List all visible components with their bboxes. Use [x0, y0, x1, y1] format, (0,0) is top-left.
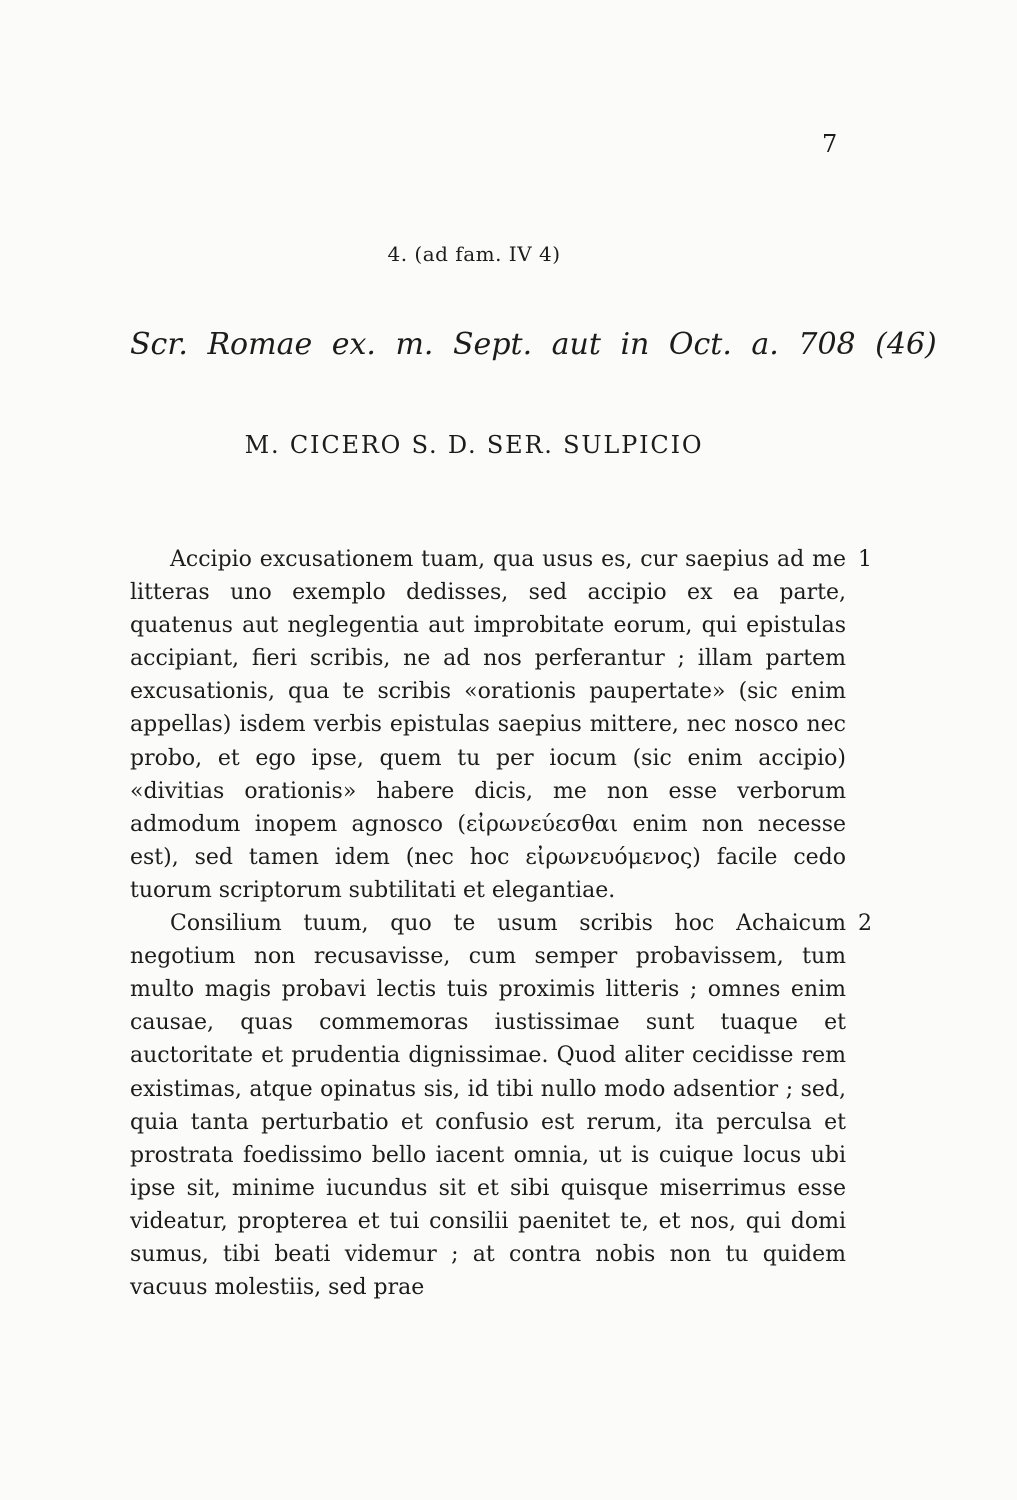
paragraph-2	[130, 907, 872, 1304]
paragraph-1-text: Accipio excusationem tuam, qua usus es, cur saepius ad me litteras uno exemplo dedisses, sed accipio ex ea parte, quatenus aut neglegentia aut improbitate eorum, qui epistulas accipiant, fieri scribis, ne ad nos perferantur ; illam partem excusationis, qua te scribis «orationis paupertate» (sic enim appellas) isdem verbis epistulas saepius mittere, nec nosco nec probo, et ego ipse, quem tu per iocum (sic enim accipio) «divitias orationis» habere dicis, me non esse verborum admodum inopem agnosco (εἰρωνεύεσθαι enim non necesse est), sed tamen idem (nec hoc εἰρωνευόμενος) facile cedo tuorum scriptorum subtilitati et elegantiae.	[130, 547, 846, 903]
dateline: Scr. Romae ex. m. Sept. aut in Oct. a. 708 (46)	[130, 327, 937, 362]
letter-body	[130, 543, 872, 1304]
salutation: M. CICERO S. D. SER. SULPICIO	[244, 431, 704, 459]
page-number: 7	[822, 130, 838, 158]
marginal-number-1: 1	[858, 547, 872, 572]
paragraph-1	[130, 543, 872, 907]
marginal-number-2: 2	[858, 911, 872, 937]
paragraph-2-text: Consilium tuum, quo te usum scribis hoc Achaicum negotium non recusavisse, cum semper probavissem, tum multo magis probavi lectis tuis proximis litteris ; omnes enim causae, quas commemoras iustissimae sunt tuaque et auctoritate et prudentia dignissimae. Quod aliter cecidisse rem existimas, atque opinatus sis, id tibi nullo modo adsentior ; sed, quia tanta perturbatio et confusio est rerum, ita perculsa et prostrata foedissimo bello iacent omnia, ut is cuique locus ubi ipse sit, minime iucundus sit et sibi quisque miserrimus esse videatur, propterea et tui consilii paenitet te, et nos, qui domi sumus, tibi beati videmur ; at contra nobis non tu quidem vacuus molestiis, sed prae	[130, 911, 846, 1301]
letter-number-heading: 4. (ad fam. IV 4)	[387, 242, 561, 266]
